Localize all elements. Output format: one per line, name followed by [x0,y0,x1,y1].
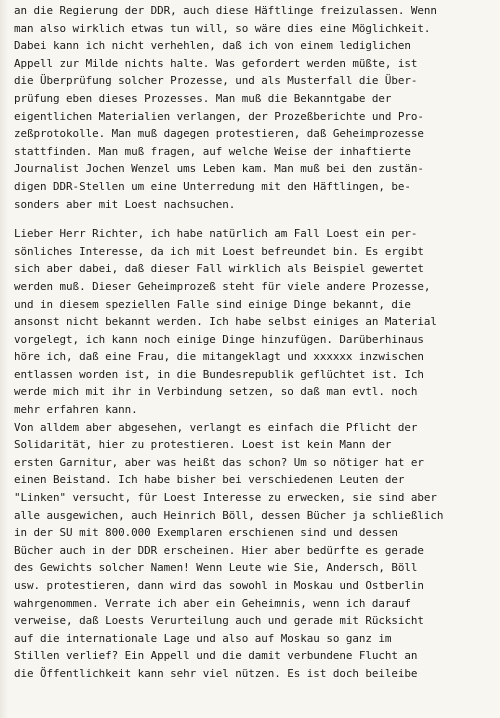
text-line: Appell zur Milde nichts halte. Was gefordert werden müßte, ist [14,56,418,70]
text-line: stattfinden. Man muß fragen, auf welche Weise der inhaftierte [14,144,411,158]
text-line: vorgelegt, ich kann noch einige Dinge hinzufügen. Darüberhinaus [14,332,424,346]
text-line: ansonst nicht bekannt werden. Ich habe selbst einiges an Material [14,315,437,329]
paragraph-1 [14,2,496,213]
text-line: Bücher auch in der DDR erscheinen. Hier aber bedürfte es gerade [14,543,424,557]
text-line: man also wirklich etwas tun will, so wäre dies eine Möglichkeit. [14,21,431,35]
text-line: usw. protestieren, dann wird das sowohl in Moskau und Ostberlin [14,579,424,592]
text-line: Solidarität, hier zu protestieren. Loest ist kein Mann der [14,438,392,452]
text-line: zeßprotokolle. Man muß dagegen protestieren, daß Geheimprozesse [14,127,424,141]
text-line: die Öffentlichkeit kann sehr viel nützen. Es ist doch beileibe [14,666,418,680]
text-line: Dabei kann ich nicht verhehlen, daß ich von einem lediglichen [14,39,411,53]
text-line: Journalist Jochen Wenzel ums Leben kam. Man muß bei den zustän- [14,162,424,176]
paragraph-spacer [14,213,496,225]
text-line: an die Regierung der DDR, auch diese Häftlinge freizulassen. Wenn [14,4,437,17]
text-line: prüfung eben dieses Prozesses. Man muß die Bekanntgabe der [14,91,392,105]
text-line: verweise, daß Loests Verurteilung auch und gerade mit Rücksicht [14,614,424,628]
text-line: in der SU mit 800.000 Exemplaren erschienen sind und dessen [14,526,398,540]
text-line: einen Beistand. Ich habe bisher bei verschiedenen Leuten der [14,473,405,487]
text-line: höre ich, daß eine Frau, die mitangeklagt und xxxxxx inzwischen [14,350,424,364]
text-line: werde mich mit ihr in Verbindung setzen, so daß man evtl. noch [14,385,418,399]
text-line: mehr erfahren kann. [14,403,138,417]
text-line: entlassen worden ist, in die Bundesrepublik geflüchtet ist. Ich [14,367,424,381]
text-line: des Gewichts solcher Namen! Wenn Leute wie Sie, Andersch, Böll [14,561,418,575]
text-line: "Linken" versucht, für Loest Interesse zu erwecken, sie sind aber [14,491,437,505]
text-line: sönliches Interesse, da ich mit Loest befreundet bin. Es ergibt [14,244,424,258]
text-line: und in diesem speziellen Falle sind einige Dinge bekannt, die [14,297,411,311]
text-line: digen DDR-Stellen um eine Unterredung mit den Häftlingen, be- [14,179,411,193]
text-line: alle ausgewichen, auch Heinrich Böll, dessen Bücher ja schließlich [14,508,444,522]
text-line: Lieber Herr Richter, ich habe natürlich am Fall Loest ein per- [14,227,418,241]
text-line: auf die internationale Lage und also auf Moskau so ganz im [14,631,392,645]
text-line: Stillen verlief? Ein Appell und die damit verbundene Flucht an [14,649,418,663]
text-line: eigentlichen Materialien verlangen, der Prozeßberichte und Pro- [14,109,424,123]
text-line: sich aber dabei, daß dieser Fall wirklich als Beispiel gewertet [14,262,424,276]
text-line: die Überprüfung solcher Prozesse, und als Musterfall die Über- [14,74,418,88]
text-line: ersten Garnitur, aber was heißt das schon? Um so nötiger hat er [14,455,424,469]
text-line: werden muß. Dieser Geheimprozeß steht für viele andere Prozesse, [14,279,431,293]
text-line: sonders aber mit Loest nachsuchen. [14,197,236,211]
text-line: wahrgenommen. Verrate ich aber ein Geheimnis, wenn ich darauf [14,596,411,610]
text-line: Von alldem aber abgesehen, verlangt es einfach die Pflicht der [14,420,418,434]
page-left-edge [0,0,8,718]
paragraph-2 [14,225,496,682]
